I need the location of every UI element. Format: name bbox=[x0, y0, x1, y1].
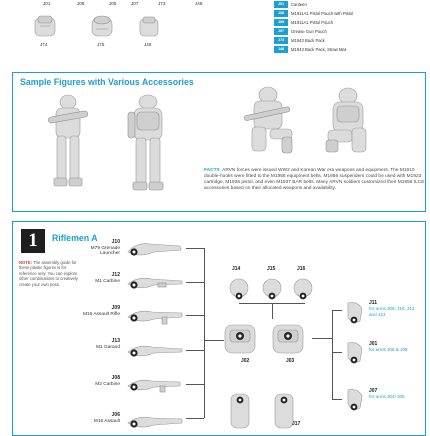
head-code: J14 bbox=[232, 266, 241, 272]
weapon-arm-j13 bbox=[124, 338, 186, 362]
section-title: Sample Figures with Various Accessories bbox=[20, 77, 194, 87]
connector-line bbox=[312, 338, 332, 339]
weapon-arm-j12 bbox=[124, 270, 186, 294]
weapon-arm-j06 bbox=[124, 409, 186, 431]
legend-label: Grease Gun Pouch bbox=[291, 29, 327, 34]
connector-line bbox=[186, 350, 204, 351]
part-label: J74 bbox=[40, 42, 48, 47]
part-label: J46 bbox=[144, 42, 152, 47]
weapon-name: M1 Garand bbox=[96, 344, 120, 350]
part-label: J73 bbox=[158, 1, 166, 6]
weapon-arm-j10 bbox=[124, 236, 186, 260]
head-code: J16 bbox=[297, 266, 306, 272]
facts-text bbox=[204, 168, 426, 192]
connector-line bbox=[204, 340, 224, 341]
top-parts-strip bbox=[0, 0, 268, 60]
pack-part-j46 bbox=[136, 14, 162, 40]
arm-label-j01 bbox=[369, 341, 421, 353]
soldier-figure-kneeling-front bbox=[238, 85, 300, 157]
accessory-legend bbox=[268, 0, 426, 62]
connector-line bbox=[272, 303, 273, 319]
note-body: The assembly guide for these plastic figures is for reference only. You can explore other combinations to creatively create your own pose. bbox=[19, 260, 78, 287]
part-label: J75 bbox=[97, 42, 105, 47]
note-label: NOTE: bbox=[19, 260, 33, 265]
arm-part-j01 bbox=[344, 339, 366, 369]
legend-label: M1943 Back Pack bbox=[291, 38, 325, 43]
connector-line bbox=[186, 282, 204, 283]
weapon-label-j13 bbox=[80, 339, 120, 350]
soldier-figure-back bbox=[118, 92, 178, 204]
arm-note: for arms J09, J10, J12 and J13 bbox=[369, 306, 415, 317]
section-number-badge: 1 bbox=[21, 229, 45, 253]
weapon-label-j08 bbox=[80, 376, 120, 387]
connector-line bbox=[186, 248, 204, 249]
head-code: J15 bbox=[267, 266, 276, 272]
legend-row bbox=[268, 19, 426, 26]
assembly-note bbox=[19, 260, 79, 287]
weapon-name: M1 Carbine bbox=[95, 278, 120, 284]
weapon-code: J13 bbox=[111, 338, 120, 344]
torso-code: J02 bbox=[241, 358, 250, 364]
weapon-label-j06 bbox=[80, 413, 120, 424]
legend-row bbox=[268, 10, 426, 17]
section-title: Riflemen A bbox=[52, 233, 98, 243]
weapon-code: J06 bbox=[111, 412, 120, 418]
arm-label-j11 bbox=[369, 300, 421, 317]
legend-row bbox=[268, 37, 426, 44]
legend-code: J01 bbox=[274, 1, 288, 8]
head-part bbox=[261, 277, 283, 301]
torso-part-j03 bbox=[270, 322, 306, 356]
weapon-code: J12 bbox=[111, 272, 120, 278]
arm-part-j11 bbox=[344, 299, 366, 329]
leg-code: J17 bbox=[292, 421, 301, 427]
pack-part-j74 bbox=[32, 14, 58, 40]
pack-part-j75 bbox=[89, 14, 115, 40]
leg-part bbox=[228, 392, 252, 430]
head-part bbox=[228, 277, 250, 301]
part-label: J01 bbox=[43, 1, 51, 6]
legend-code: J73 bbox=[274, 37, 288, 44]
part-label: J48 bbox=[195, 1, 203, 6]
legend-row bbox=[268, 46, 426, 53]
facts-label: FACTS bbox=[204, 168, 220, 173]
weapon-label-j12 bbox=[80, 273, 120, 284]
weapon-name: M79 Grenade Launcher bbox=[90, 245, 120, 257]
arm-code: J01 bbox=[369, 341, 378, 347]
torso-part-j02 bbox=[222, 322, 258, 356]
weapon-name: M16 Assault Rifle bbox=[82, 311, 120, 317]
weapon-code: J10 bbox=[111, 239, 120, 245]
soldier-figure-aiming bbox=[40, 92, 100, 202]
weapon-label-j09 bbox=[80, 306, 120, 317]
arm-part-j07 bbox=[344, 386, 366, 416]
legend-code: J48 bbox=[274, 46, 288, 53]
soldier-figure-kneeling-back bbox=[318, 86, 384, 158]
part-label: J08 bbox=[77, 1, 85, 6]
head-part bbox=[292, 277, 314, 301]
facts-body: ARVN forces were issued WW2 and Korean War era weapons and equipment. The M1910 double-hooks were fitted to the M1956 equipment belts. M1956 suspenders could be used with M1923 cartridge, M1936 pistol, and even M1937 BAR belts. Many ARVN soldiers customized their M1956 ILCE accessories based on their allocated weapons and availability. bbox=[204, 168, 425, 191]
part-label: J07 bbox=[131, 1, 139, 6]
arm-label-j07 bbox=[369, 388, 421, 400]
connector-line bbox=[204, 248, 205, 418]
weapon-arm-j08 bbox=[124, 372, 186, 396]
legend-label: M1911A1 Pistol Pouch bbox=[291, 20, 334, 25]
connector-line bbox=[186, 384, 204, 385]
weapon-name: M2 Carbine bbox=[95, 381, 120, 387]
arm-note: for arms J04+J05 bbox=[369, 394, 405, 400]
legend-row bbox=[268, 28, 426, 35]
legend-label: Canteen bbox=[291, 2, 307, 7]
connector-line bbox=[332, 352, 342, 353]
weapon-code: J09 bbox=[111, 305, 120, 311]
part-label: J05 bbox=[109, 1, 117, 6]
arm-note: for arms J06 & J08 bbox=[369, 347, 408, 353]
arm-code: J11 bbox=[369, 300, 378, 306]
weapon-code: J08 bbox=[111, 375, 120, 381]
legend-label: M1911A1 Pistol Pouch with Pistol bbox=[291, 11, 354, 16]
weapon-name: M16 Assault bbox=[93, 418, 120, 424]
legend-code: J08 bbox=[274, 10, 288, 17]
connector-line bbox=[332, 399, 342, 400]
legend-code: J07 bbox=[274, 28, 288, 35]
connector-line bbox=[332, 310, 333, 400]
weapon-arm-j09 bbox=[124, 303, 186, 327]
weapon-label-j10 bbox=[80, 240, 120, 257]
arm-code: J07 bbox=[369, 388, 378, 394]
torso-code: J03 bbox=[286, 358, 295, 364]
legend-code: J05 bbox=[274, 19, 288, 26]
legend-row bbox=[268, 1, 426, 8]
connector-line bbox=[332, 310, 342, 311]
connector-line bbox=[186, 315, 204, 316]
legend-label: M1943 Back Pack, Straw Mat bbox=[291, 47, 346, 52]
connector-line bbox=[186, 418, 204, 419]
